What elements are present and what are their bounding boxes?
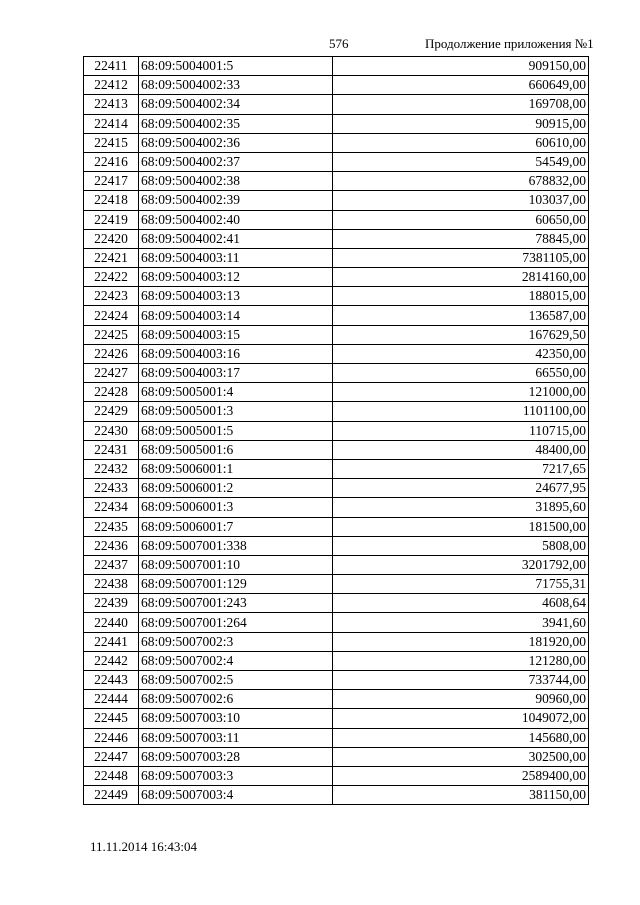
cadastral-number-cell: 68:09:5004001:5 xyxy=(139,57,333,76)
cadastral-value-cell: 381150,00 xyxy=(333,786,589,805)
table-row xyxy=(84,517,589,536)
row-number-cell: 22422 xyxy=(84,268,139,287)
table-row xyxy=(84,210,589,229)
row-number-cell: 22427 xyxy=(84,364,139,383)
table-row xyxy=(84,786,589,805)
table-row xyxy=(84,498,589,517)
cadastral-value-cell: 90915,00 xyxy=(333,114,589,133)
table-row xyxy=(84,709,589,728)
cadastral-value-cell: 733744,00 xyxy=(333,671,589,690)
registry-table-body xyxy=(84,57,589,805)
cadastral-value-cell: 4608,64 xyxy=(333,594,589,613)
cadastral-number-cell: 68:09:5007003:3 xyxy=(139,766,333,785)
cadastral-value-cell: 121000,00 xyxy=(333,383,589,402)
cadastral-number-cell: 68:09:5007001:264 xyxy=(139,613,333,632)
cadastral-value-cell: 24677,95 xyxy=(333,479,589,498)
cadastral-number-cell: 68:09:5004003:17 xyxy=(139,364,333,383)
cadastral-number-cell: 68:09:5004002:34 xyxy=(139,95,333,114)
cadastral-number-cell: 68:09:5004002:33 xyxy=(139,76,333,95)
table-row xyxy=(84,306,589,325)
row-number-cell: 22429 xyxy=(84,402,139,421)
cadastral-number-cell: 68:09:5007002:4 xyxy=(139,651,333,670)
cadastral-number-cell: 68:09:5007003:4 xyxy=(139,786,333,805)
table-row xyxy=(84,172,589,191)
cadastral-number-cell: 68:09:5007002:6 xyxy=(139,690,333,709)
table-row xyxy=(84,555,589,574)
cadastral-number-cell: 68:09:5007003:11 xyxy=(139,728,333,747)
cadastral-value-cell: 60610,00 xyxy=(333,133,589,152)
cadastral-number-cell: 68:09:5007001:243 xyxy=(139,594,333,613)
row-number-cell: 22447 xyxy=(84,747,139,766)
cadastral-value-cell: 110715,00 xyxy=(333,421,589,440)
cadastral-value-cell: 136587,00 xyxy=(333,306,589,325)
row-number-cell: 22436 xyxy=(84,536,139,555)
cadastral-number-cell: 68:09:5004003:16 xyxy=(139,344,333,363)
cadastral-number-cell: 68:09:5006001:7 xyxy=(139,517,333,536)
row-number-cell: 22423 xyxy=(84,287,139,306)
row-number-cell: 22435 xyxy=(84,517,139,536)
cadastral-value-cell: 103037,00 xyxy=(333,191,589,210)
registry-table xyxy=(83,56,589,805)
row-number-cell: 22439 xyxy=(84,594,139,613)
row-number-cell: 22417 xyxy=(84,172,139,191)
table-row xyxy=(84,728,589,747)
row-number-cell: 22440 xyxy=(84,613,139,632)
row-number-cell: 22418 xyxy=(84,191,139,210)
cadastral-value-cell: 31895,60 xyxy=(333,498,589,517)
cadastral-value-cell: 60650,00 xyxy=(333,210,589,229)
cadastral-value-cell: 78845,00 xyxy=(333,229,589,248)
row-number-cell: 22426 xyxy=(84,344,139,363)
cadastral-value-cell: 1049072,00 xyxy=(333,709,589,728)
cadastral-number-cell: 68:09:5007002:5 xyxy=(139,671,333,690)
row-number-cell: 22431 xyxy=(84,440,139,459)
table-row xyxy=(84,114,589,133)
row-number-cell: 22446 xyxy=(84,728,139,747)
table-row xyxy=(84,671,589,690)
cadastral-number-cell: 68:09:5004003:12 xyxy=(139,268,333,287)
cadastral-number-cell: 68:09:5004002:40 xyxy=(139,210,333,229)
row-number-cell: 22420 xyxy=(84,229,139,248)
cadastral-number-cell: 68:09:5004002:37 xyxy=(139,152,333,171)
print-timestamp: 11.11.2014 16:43:04 xyxy=(90,839,198,854)
table-row xyxy=(84,364,589,383)
cadastral-value-cell: 3941,60 xyxy=(333,613,589,632)
cadastral-value-cell: 54549,00 xyxy=(333,152,589,171)
row-number-cell: 22416 xyxy=(84,152,139,171)
cadastral-number-cell: 68:09:5007001:338 xyxy=(139,536,333,555)
row-number-cell: 22432 xyxy=(84,459,139,478)
table-row xyxy=(84,536,589,555)
cadastral-value-cell: 7217,65 xyxy=(333,459,589,478)
table-row xyxy=(84,690,589,709)
row-number-cell: 22412 xyxy=(84,76,139,95)
cadastral-number-cell: 68:09:5004002:41 xyxy=(139,229,333,248)
row-number-cell: 22411 xyxy=(84,57,139,76)
table-row xyxy=(84,95,589,114)
table-row xyxy=(84,229,589,248)
cadastral-number-cell: 68:09:5004003:13 xyxy=(139,287,333,306)
row-number-cell: 22444 xyxy=(84,690,139,709)
table-row xyxy=(84,459,589,478)
cadastral-value-cell: 66550,00 xyxy=(333,364,589,383)
row-number-cell: 22428 xyxy=(84,383,139,402)
row-number-cell: 22425 xyxy=(84,325,139,344)
cadastral-number-cell: 68:09:5007001:10 xyxy=(139,555,333,574)
cadastral-number-cell: 68:09:5007001:129 xyxy=(139,575,333,594)
table-row xyxy=(84,651,589,670)
row-number-cell: 22433 xyxy=(84,479,139,498)
cadastral-value-cell: 5808,00 xyxy=(333,536,589,555)
cadastral-value-cell: 181920,00 xyxy=(333,632,589,651)
table-row xyxy=(84,766,589,785)
table-row xyxy=(84,594,589,613)
cadastral-number-cell: 68:09:5006001:3 xyxy=(139,498,333,517)
table-row xyxy=(84,421,589,440)
row-number-cell: 22449 xyxy=(84,786,139,805)
row-number-cell: 22430 xyxy=(84,421,139,440)
table-row xyxy=(84,344,589,363)
cadastral-value-cell: 660649,00 xyxy=(333,76,589,95)
row-number-cell: 22438 xyxy=(84,575,139,594)
page-number: 576 xyxy=(329,36,349,51)
cadastral-value-cell: 169708,00 xyxy=(333,95,589,114)
table-row xyxy=(84,747,589,766)
cadastral-value-cell: 2814160,00 xyxy=(333,268,589,287)
table-row xyxy=(84,383,589,402)
cadastral-value-cell: 145680,00 xyxy=(333,728,589,747)
cadastral-value-cell: 121280,00 xyxy=(333,651,589,670)
cadastral-number-cell: 68:09:5004002:39 xyxy=(139,191,333,210)
row-number-cell: 22421 xyxy=(84,248,139,267)
cadastral-value-cell: 678832,00 xyxy=(333,172,589,191)
cadastral-number-cell: 68:09:5007002:3 xyxy=(139,632,333,651)
cadastral-value-cell: 167629,50 xyxy=(333,325,589,344)
cadastral-value-cell: 2589400,00 xyxy=(333,766,589,785)
table-row xyxy=(84,152,589,171)
cadastral-number-cell: 68:09:5005001:4 xyxy=(139,383,333,402)
cadastral-number-cell: 68:09:5005001:6 xyxy=(139,440,333,459)
table-row xyxy=(84,287,589,306)
cadastral-number-cell: 68:09:5004003:11 xyxy=(139,248,333,267)
header-note: Продолжение приложения №1 xyxy=(425,36,594,51)
row-number-cell: 22437 xyxy=(84,555,139,574)
row-number-cell: 22414 xyxy=(84,114,139,133)
row-number-cell: 22434 xyxy=(84,498,139,517)
table-row xyxy=(84,479,589,498)
cadastral-value-cell: 909150,00 xyxy=(333,57,589,76)
table-row xyxy=(84,57,589,76)
cadastral-value-cell: 90960,00 xyxy=(333,690,589,709)
table-row xyxy=(84,133,589,152)
row-number-cell: 22445 xyxy=(84,709,139,728)
cadastral-number-cell: 68:09:5006001:1 xyxy=(139,459,333,478)
table-row xyxy=(84,191,589,210)
row-number-cell: 22441 xyxy=(84,632,139,651)
cadastral-number-cell: 68:09:5004003:14 xyxy=(139,306,333,325)
table-row xyxy=(84,76,589,95)
cadastral-number-cell: 68:09:5005001:3 xyxy=(139,402,333,421)
table-row xyxy=(84,325,589,344)
table-row xyxy=(84,575,589,594)
cadastral-number-cell: 68:09:5006001:2 xyxy=(139,479,333,498)
table-row xyxy=(84,440,589,459)
table-row xyxy=(84,632,589,651)
cadastral-number-cell: 68:09:5007003:10 xyxy=(139,709,333,728)
cadastral-number-cell: 68:09:5007003:28 xyxy=(139,747,333,766)
cadastral-value-cell: 3201792,00 xyxy=(333,555,589,574)
cadastral-number-cell: 68:09:5004003:15 xyxy=(139,325,333,344)
row-number-cell: 22413 xyxy=(84,95,139,114)
cadastral-value-cell: 188015,00 xyxy=(333,287,589,306)
cadastral-value-cell: 42350,00 xyxy=(333,344,589,363)
row-number-cell: 22443 xyxy=(84,671,139,690)
cadastral-value-cell: 1101100,00 xyxy=(333,402,589,421)
row-number-cell: 22448 xyxy=(84,766,139,785)
cadastral-number-cell: 68:09:5004002:35 xyxy=(139,114,333,133)
table-row xyxy=(84,402,589,421)
cadastral-value-cell: 302500,00 xyxy=(333,747,589,766)
cadastral-value-cell: 71755,31 xyxy=(333,575,589,594)
row-number-cell: 22419 xyxy=(84,210,139,229)
row-number-cell: 22442 xyxy=(84,651,139,670)
table-row xyxy=(84,248,589,267)
cadastral-value-cell: 48400,00 xyxy=(333,440,589,459)
cadastral-number-cell: 68:09:5004002:38 xyxy=(139,172,333,191)
table-row xyxy=(84,268,589,287)
row-number-cell: 22424 xyxy=(84,306,139,325)
cadastral-value-cell: 181500,00 xyxy=(333,517,589,536)
cadastral-number-cell: 68:09:5005001:5 xyxy=(139,421,333,440)
table-row xyxy=(84,613,589,632)
cadastral-value-cell: 7381105,00 xyxy=(333,248,589,267)
row-number-cell: 22415 xyxy=(84,133,139,152)
cadastral-number-cell: 68:09:5004002:36 xyxy=(139,133,333,152)
